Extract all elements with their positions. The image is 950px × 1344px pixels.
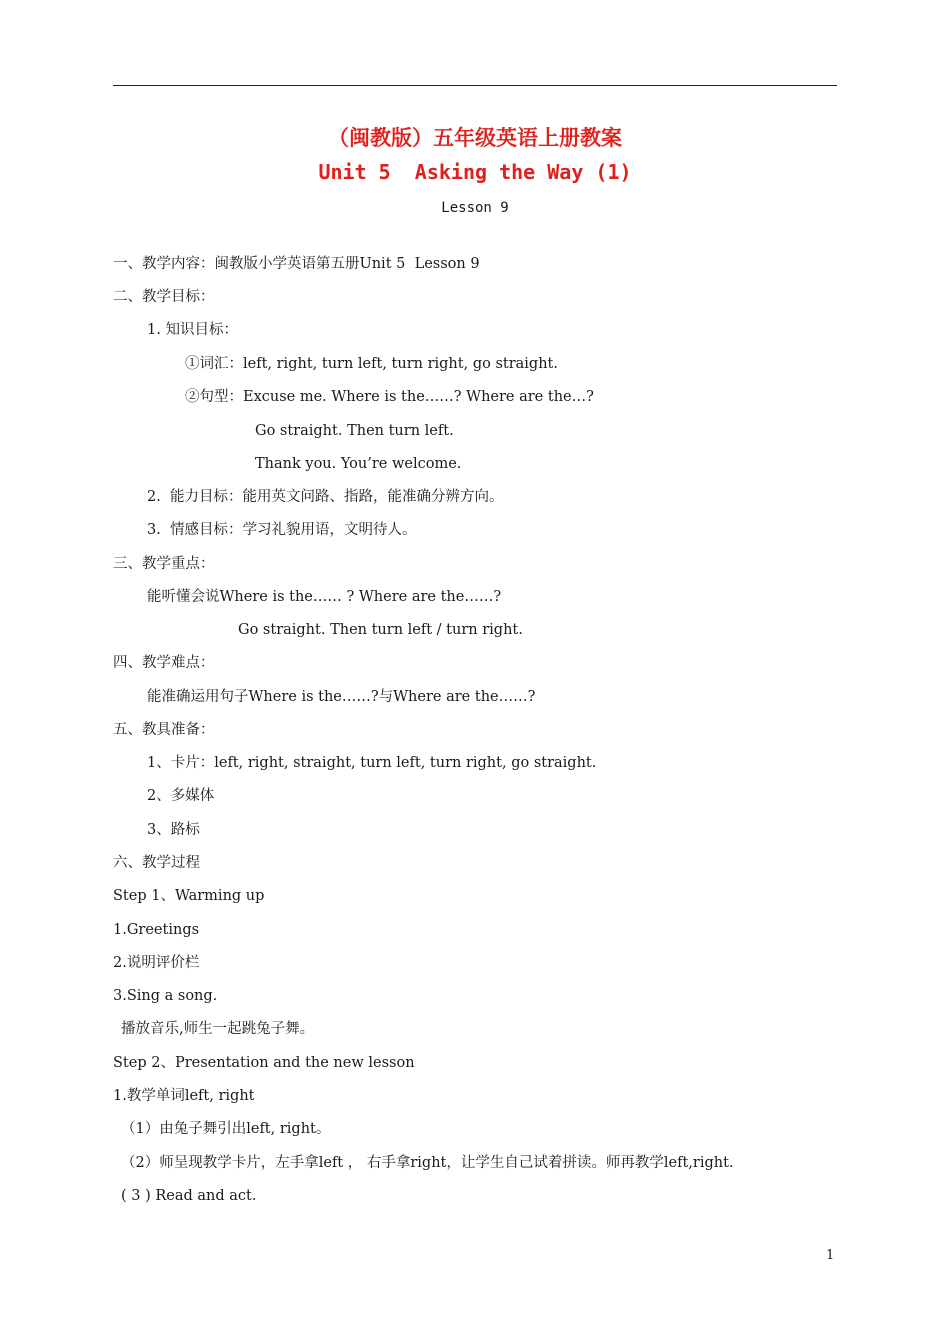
keypoint-line: 能听懂会说Where is the…… ? Where are the……? xyxy=(147,589,502,605)
step-note: 播放音乐,师生一起跳兔子舞。 xyxy=(121,1021,315,1037)
section-objectives: 二、教学目标： xyxy=(113,289,215,305)
document-title: （闽教版）五年级英语上册教案 xyxy=(328,125,622,150)
step-heading: Step 1、Warming up xyxy=(113,888,265,904)
step-heading: Step 2、Presentation and the new lesson xyxy=(113,1055,415,1071)
lesson-label: Lesson 9 xyxy=(441,200,509,216)
step-item: 1.教学单词left, right xyxy=(113,1088,255,1104)
step-subitem: ( 3 ) Read and act. xyxy=(121,1188,257,1204)
difficulty-line: 能准确运用句子Where is the……?与Where are the……? xyxy=(147,689,536,705)
sentence-line: Go straight. Then turn left. xyxy=(255,423,454,439)
step-subitem: （2）师呈现教学卡片，左手拿left ， 右手拿right，让学生自己试着拼读。师再教学left,right. xyxy=(121,1155,734,1171)
page-number: 1 xyxy=(826,1248,835,1263)
sentence-line: Thank you. You’re welcome. xyxy=(255,456,462,472)
section-keypoints: 三、教学重点： xyxy=(113,556,215,572)
material-item: 1、卡片：left, right, straight, turn left, turn right, go straight. xyxy=(147,755,597,771)
step-item: 2.说明评价栏 xyxy=(113,955,200,971)
section-content: 一、教学内容：闽教版小学英语第五册Unit 5 Lesson 9 xyxy=(113,256,480,272)
vocab-line: ①词汇：left, right, turn left, turn right, go straight. xyxy=(185,356,558,372)
section-difficulties: 四、教学难点： xyxy=(113,655,215,671)
step-item: 3.Sing a song. xyxy=(113,988,218,1004)
section-materials: 五、教具准备： xyxy=(113,722,215,738)
keypoint-line: Go straight. Then turn left / turn right. xyxy=(238,622,523,638)
objective-ability: 2. 能力目标：能用英文问路、指路，能准确分辨方向。 xyxy=(147,489,504,505)
objective-emotion: 3. 情感目标：学习礼貌用语，文明待人。 xyxy=(147,522,417,538)
step-item: 1.Greetings xyxy=(113,922,200,938)
material-item: 3、路标 xyxy=(147,822,200,838)
header-rule xyxy=(113,85,837,86)
document-subtitle: Unit 5 Asking the Way (1) xyxy=(318,160,632,184)
section-process: 六、教学过程 xyxy=(113,855,200,871)
step-subitem: （1）由兔子舞引出left, right。 xyxy=(121,1121,331,1137)
sentence-line: ②句型：Excuse me. Where is the……? Where are the…? xyxy=(185,389,594,405)
objective-knowledge: 1. 知识目标： xyxy=(147,322,238,338)
material-item: 2、多媒体 xyxy=(147,788,215,804)
